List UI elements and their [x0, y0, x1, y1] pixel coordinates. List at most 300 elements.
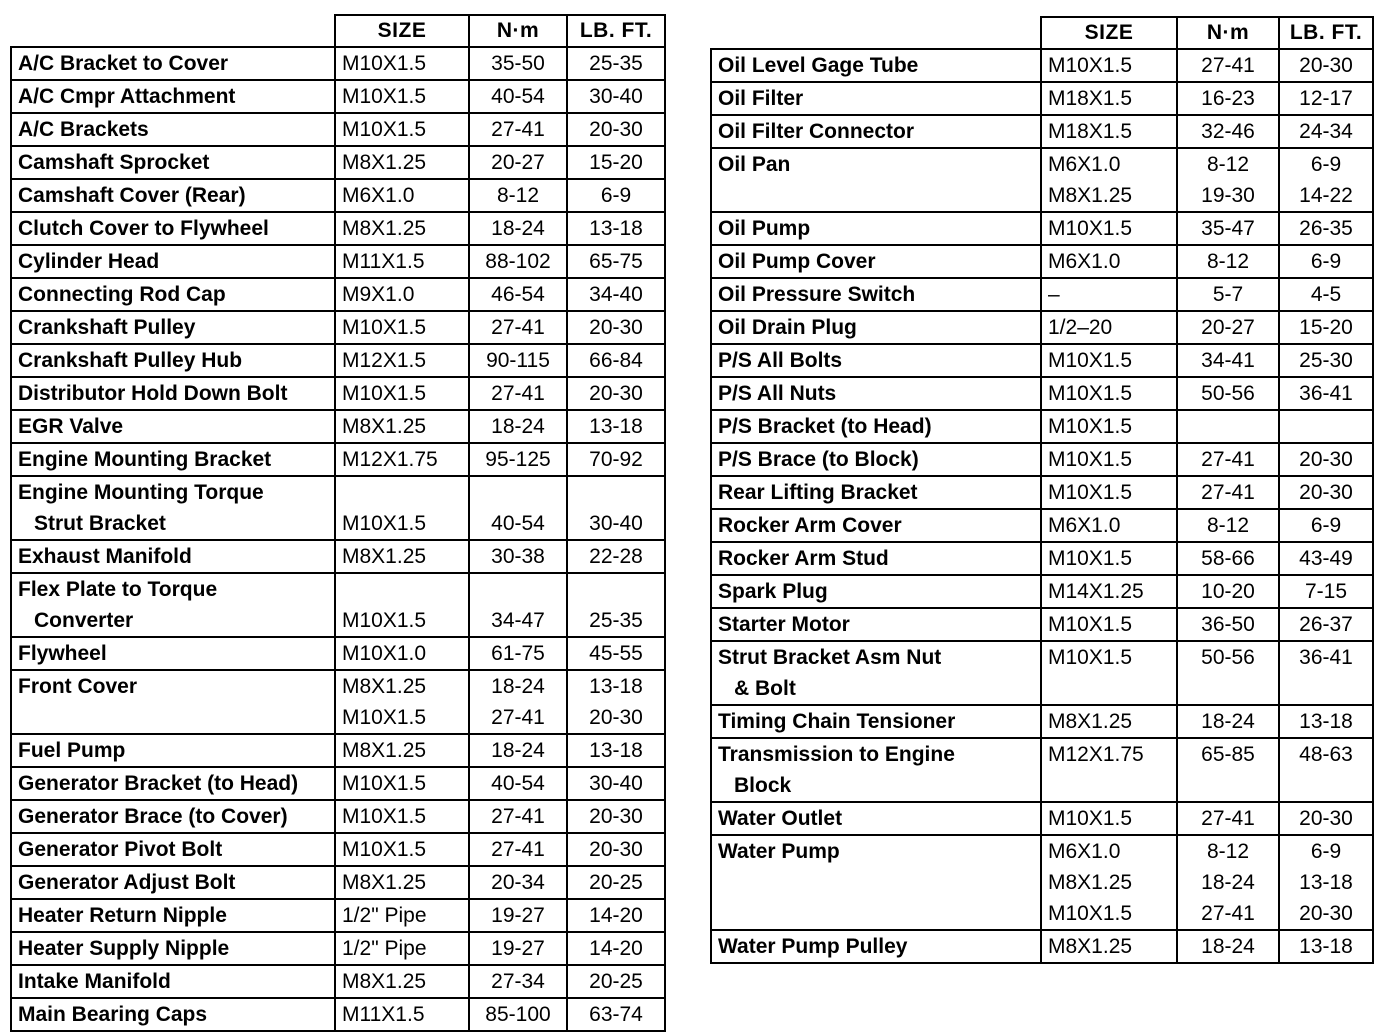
torque-nm-cell: [469, 998, 567, 1031]
table-row: [11, 311, 665, 344]
table-row: [11, 932, 665, 965]
torque-lbft-cell: [567, 932, 665, 965]
torque-nm: 27-41: [1201, 481, 1255, 504]
thread-size: 1/2–20: [1048, 316, 1113, 339]
torque-lbft: 4-5: [1310, 283, 1342, 306]
torque-lbft: 30-40: [589, 772, 643, 795]
table-row: [711, 930, 1373, 963]
torque-lbft: 13-18: [589, 415, 643, 438]
torque-lbft: 20-30: [589, 838, 643, 861]
torque-lbft-cell: [567, 734, 665, 767]
fastener-name-cell: [11, 245, 335, 278]
table-row: [11, 734, 665, 767]
torque-nm: 27-41: [491, 838, 545, 861]
torque-lbft: 12-17: [1299, 87, 1353, 110]
torque-lbft: 13-18: [1299, 710, 1353, 733]
torque-nm: 27-41: [491, 706, 545, 729]
fastener-name-cell: [711, 930, 1041, 963]
torque-lbft: 70-92: [589, 448, 643, 471]
torque-lbft: 26-37: [1299, 613, 1353, 636]
torque-lbft: 13-18: [1299, 935, 1353, 958]
thread-size: M8X1.25: [342, 871, 427, 894]
torque-lbft-cell: [567, 443, 665, 476]
torque-nm: 20-34: [491, 871, 545, 894]
torque-nm: 27-41: [1201, 807, 1255, 830]
table-row: [711, 542, 1373, 575]
torque-nm: 35-47: [1201, 217, 1255, 240]
thread-size: M10X1.5: [1048, 646, 1133, 669]
fastener-name: Strut Bracket: [34, 512, 166, 535]
torque-nm: 58-66: [1201, 547, 1255, 570]
fastener-name-cell: [711, 542, 1041, 575]
fastener-name-cell: [11, 47, 335, 80]
fastener-name-cell: [11, 637, 335, 670]
fastener-name: Transmission to Engine: [718, 743, 955, 766]
torque-nm-cell: [469, 734, 567, 767]
torque-nm-cell: [1177, 49, 1279, 82]
torque-nm: 18-24: [1201, 710, 1255, 733]
thread-size-cell: [1041, 278, 1177, 311]
torque-nm: 50-56: [1201, 646, 1255, 669]
thread-size: M8X1.25: [342, 415, 427, 438]
torque-lbft: 25-30: [1299, 349, 1353, 372]
torque-nm-cell: [469, 245, 567, 278]
fastener-name-cell: [11, 80, 335, 113]
torque-lbft-cell: [567, 767, 665, 800]
fastener-name-cell: [11, 573, 335, 637]
table-row: [11, 965, 665, 998]
torque-nm: 27-41: [1201, 902, 1255, 925]
torque-lbft: 6-9: [600, 184, 632, 207]
thread-size-cell: [335, 932, 469, 965]
torque-nm: 18-24: [491, 739, 545, 762]
fastener-name-cell: [711, 115, 1041, 148]
table-header-row: [11, 15, 665, 47]
thread-size-cell: [335, 899, 469, 932]
torque-nm: 40-54: [491, 85, 545, 108]
thread-size: [342, 574, 462, 605]
torque-nm: [1184, 411, 1272, 442]
fastener-name: Flex Plate to Torque: [18, 578, 218, 601]
thread-size: M12X1.75: [1048, 743, 1144, 766]
torque-lbft: 22-28: [589, 545, 643, 568]
thread-size-cell: [1041, 802, 1177, 835]
torque-nm: 27-41: [491, 382, 545, 405]
thread-size: M8X1.25: [342, 151, 427, 174]
torque-lbft: [1286, 411, 1366, 442]
torque-lbft-cell: [567, 410, 665, 443]
thread-size: M10X1.0: [342, 642, 427, 665]
thread-size: M10X1.5: [1048, 217, 1133, 240]
torque-lbft-cell: [1279, 82, 1373, 115]
torque-nm: 88-102: [485, 250, 551, 273]
table-row: [711, 835, 1373, 930]
header-blank-cell: [711, 17, 1041, 49]
fastener-name: Cylinder Head: [18, 250, 160, 273]
table-row: [11, 47, 665, 80]
torque-nm-cell: [469, 377, 567, 410]
torque-lbft-cell: [1279, 476, 1373, 509]
thread-size: M18X1.5: [1048, 120, 1133, 143]
thread-size: M8X1.25: [1048, 935, 1133, 958]
torque-nm-cell: [469, 833, 567, 866]
table-row: [711, 575, 1373, 608]
fastener-name: [718, 180, 1034, 211]
torque-lbft: 13-18: [1299, 871, 1353, 894]
thread-size: –: [1048, 283, 1060, 306]
torque-lbft-cell: [567, 866, 665, 899]
torque-lbft-cell: [1279, 212, 1373, 245]
fastener-name-cell: [11, 278, 335, 311]
torque-nm: 27-41: [491, 316, 545, 339]
thread-size-cell: [335, 637, 469, 670]
thread-size: M10X1.5: [1048, 902, 1133, 925]
torque-nm-cell: [469, 410, 567, 443]
torque-lbft-cell: [1279, 115, 1373, 148]
header-size: SIZE: [1041, 17, 1177, 49]
torque-nm: 18-24: [1201, 935, 1255, 958]
torque-lbft: [574, 477, 658, 508]
table-row: [711, 705, 1373, 738]
fastener-name-cell: [11, 767, 335, 800]
torque-lbft: 14-20: [589, 904, 643, 927]
torque-lbft-cell: [567, 965, 665, 998]
thread-size: M10X1.5: [1048, 807, 1133, 830]
torque-lbft-cell: [1279, 410, 1373, 443]
thread-size: M12X1.5: [342, 349, 427, 372]
thread-size-cell: [335, 245, 469, 278]
torque-lbft: 63-74: [589, 1003, 643, 1026]
table-row: [11, 113, 665, 146]
fastener-name-cell: [11, 212, 335, 245]
torque-lbft: 66-84: [589, 349, 643, 372]
torque-lbft-cell: [1279, 575, 1373, 608]
torque-nm: 8-12: [1206, 250, 1250, 273]
torque-nm-cell: [1177, 245, 1279, 278]
torque-nm-cell: [469, 80, 567, 113]
fastener-name-cell: [11, 311, 335, 344]
table-row: [711, 802, 1373, 835]
thread-size-cell: [1041, 410, 1177, 443]
torque-nm: [1184, 770, 1272, 801]
thread-size: M14X1.25: [1048, 580, 1144, 603]
fastener-name: Oil Filter Connector: [718, 120, 915, 143]
fastener-name: Oil Pump: [718, 217, 811, 240]
fastener-name: A/C Bracket to Cover: [18, 52, 229, 75]
table-row: [11, 278, 665, 311]
table-row: [11, 540, 665, 573]
thread-size: M8X1.25: [1048, 710, 1133, 733]
thread-size-cell: [335, 311, 469, 344]
torque-lbft-cell: [567, 113, 665, 146]
torque-lbft: 13-18: [589, 739, 643, 762]
table-row: [711, 410, 1373, 443]
thread-size: 1/2" Pipe: [342, 904, 427, 927]
thread-size: 1/2" Pipe: [342, 937, 427, 960]
table-row: [711, 212, 1373, 245]
table-row: [11, 573, 665, 637]
header-lbft: LB. FT.: [567, 15, 665, 47]
thread-size-cell: [335, 113, 469, 146]
table-row: [11, 866, 665, 899]
thread-size: M10X1.5: [1048, 382, 1133, 405]
torque-nm-cell: [1177, 212, 1279, 245]
torque-nm: 19-27: [491, 904, 545, 927]
torque-nm-cell: [469, 179, 567, 212]
thread-size: M8X1.25: [1048, 184, 1133, 207]
table-header-row: [711, 17, 1373, 49]
fastener-name: [18, 702, 328, 733]
torque-lbft: 26-35: [1299, 217, 1353, 240]
fastener-name: Strut Bracket Asm Nut: [718, 646, 942, 669]
fastener-name-cell: [711, 476, 1041, 509]
torque-nm: 27-41: [1201, 448, 1255, 471]
torque-lbft-cell: [567, 800, 665, 833]
thread-size: M10X1.5: [342, 52, 427, 75]
torque-nm-cell: [469, 800, 567, 833]
torque-nm-cell: [469, 311, 567, 344]
thread-size-cell: [1041, 509, 1177, 542]
torque-nm-cell: [1177, 930, 1279, 963]
fastener-name: A/C Cmpr Attachment: [18, 85, 236, 108]
torque-lbft: 6-9: [1310, 514, 1342, 537]
torque-nm-cell: [1177, 344, 1279, 377]
thread-size: M10X1.5: [342, 512, 427, 535]
torque-table-left: [10, 14, 666, 1032]
table-row: [11, 899, 665, 932]
thread-size-cell: [335, 734, 469, 767]
fastener-name-cell: [11, 670, 335, 734]
torque-nm-cell: [469, 113, 567, 146]
fastener-name-cell: [711, 212, 1041, 245]
table-row: [11, 476, 665, 540]
torque-lbft-cell: [1279, 278, 1373, 311]
torque-lbft: 20-25: [589, 871, 643, 894]
table-row: [11, 245, 665, 278]
torque-lbft-cell: [567, 377, 665, 410]
table-row: [711, 148, 1373, 212]
torque-lbft: 20-30: [589, 382, 643, 405]
torque-nm: 85-100: [485, 1003, 551, 1026]
fastener-name: P/S Bracket (to Head): [718, 415, 932, 438]
table-row: [11, 410, 665, 443]
thread-size-cell: [335, 212, 469, 245]
fastener-name: Intake Manifold: [18, 970, 171, 993]
fastener-name: Connecting Rod Cap: [18, 283, 226, 306]
thread-size: M11X1.5: [342, 250, 425, 273]
torque-lbft: 6-9: [1310, 840, 1342, 863]
thread-size: M12X1.75: [342, 448, 438, 471]
thread-size-cell: [1041, 443, 1177, 476]
fastener-name: P/S All Bolts: [718, 349, 843, 372]
torque-nm-cell: [1177, 705, 1279, 738]
thread-size-cell: [1041, 542, 1177, 575]
torque-nm-cell: [1177, 641, 1279, 705]
table-row: [11, 443, 665, 476]
torque-lbft-cell: [1279, 49, 1373, 82]
thread-size: M10X1.5: [342, 85, 427, 108]
fastener-name: EGR Valve: [18, 415, 124, 438]
torque-nm-cell: [469, 443, 567, 476]
thread-size: M8X1.25: [342, 217, 427, 240]
torque-nm: 10-20: [1201, 580, 1255, 603]
torque-nm: 90-115: [486, 349, 550, 372]
torque-lbft: 15-20: [589, 151, 643, 174]
torque-nm-cell: [469, 540, 567, 573]
torque-nm-cell: [1177, 608, 1279, 641]
thread-size-cell: [335, 670, 469, 734]
torque-lbft-cell: [1279, 542, 1373, 575]
torque-lbft: 48-63: [1299, 743, 1353, 766]
fastener-name: Flywheel: [18, 642, 107, 665]
thread-size-cell: [1041, 608, 1177, 641]
torque-lbft-cell: [567, 573, 665, 637]
torque-nm: 8-12: [496, 184, 540, 207]
fastener-name-cell: [11, 932, 335, 965]
torque-lbft: 25-35: [589, 609, 643, 632]
thread-size: M10X1.5: [1048, 481, 1133, 504]
torque-nm-cell: [1177, 115, 1279, 148]
torque-lbft-cell: [1279, 930, 1373, 963]
thread-size: M10X1.5: [342, 609, 427, 632]
table-row: [11, 998, 665, 1031]
table-row: [711, 49, 1373, 82]
fastener-name: Block: [734, 774, 792, 797]
fastener-name: Crankshaft Pulley: [18, 316, 196, 339]
thread-size-cell: [335, 377, 469, 410]
fastener-name-cell: [711, 608, 1041, 641]
torque-lbft: 45-55: [589, 642, 643, 665]
table-row: [11, 179, 665, 212]
fastener-name-cell: [11, 998, 335, 1031]
torque-nm-cell: [469, 866, 567, 899]
thread-size: M11X1.5: [342, 1003, 425, 1026]
torque-nm: 40-54: [491, 512, 545, 535]
torque-nm: 5-7: [1212, 283, 1244, 306]
thread-size: [1048, 673, 1170, 704]
thread-size: M8X1.25: [342, 675, 427, 698]
fastener-name: Water Pump Pulley: [718, 935, 908, 958]
fastener-name: Oil Drain Plug: [718, 316, 857, 339]
torque-nm-cell: [1177, 377, 1279, 410]
fastener-name: Crankshaft Pulley Hub: [18, 349, 243, 372]
torque-nm: 30-38: [491, 545, 545, 568]
fastener-name-cell: [711, 148, 1041, 212]
fastener-name-cell: [711, 705, 1041, 738]
fastener-name-cell: [11, 800, 335, 833]
fastener-name: Main Bearing Caps: [18, 1003, 208, 1026]
torque-lbft: [1286, 673, 1366, 704]
torque-nm: 19-27: [491, 937, 545, 960]
fastener-name: Water Pump: [718, 840, 840, 863]
torque-nm-cell: [469, 767, 567, 800]
torque-nm-cell: [469, 573, 567, 637]
thread-size-cell: [335, 179, 469, 212]
table-body-right: [711, 49, 1373, 963]
fastener-name: Generator Bracket (to Head): [18, 772, 299, 795]
thread-size: M10X1.5: [342, 706, 427, 729]
torque-lbft: 20-25: [589, 970, 643, 993]
table-row: [11, 833, 665, 866]
torque-lbft-cell: [567, 670, 665, 734]
thread-size-cell: [1041, 641, 1177, 705]
thread-size-cell: [335, 573, 469, 637]
fastener-name-cell: [11, 344, 335, 377]
fastener-name-cell: [11, 410, 335, 443]
thread-size: M6X1.0: [1048, 514, 1121, 537]
torque-nm: 20-27: [491, 151, 545, 174]
fastener-name: Engine Mounting Bracket: [18, 448, 272, 471]
thread-size-cell: [335, 767, 469, 800]
thread-size: M8X1.25: [342, 545, 427, 568]
table-row: [711, 278, 1373, 311]
fastener-name: Timing Chain Tensioner: [718, 710, 956, 733]
fastener-name: Rocker Arm Cover: [718, 514, 902, 537]
torque-lbft: 7-15: [1304, 580, 1348, 603]
thread-size: M8X1.25: [1048, 871, 1133, 894]
torque-nm: 40-54: [491, 772, 545, 795]
table-row: [11, 670, 665, 734]
torque-lbft: 20-30: [589, 706, 643, 729]
fastener-name-cell: [11, 866, 335, 899]
thread-size: M10X1.5: [1048, 448, 1133, 471]
fastener-name: Generator Brace (to Cover): [18, 805, 288, 828]
torque-nm: 27-34: [491, 970, 545, 993]
thread-size: M10X1.5: [342, 118, 427, 141]
fastener-name: Oil Level Gage Tube: [718, 54, 919, 77]
table-row: [11, 800, 665, 833]
fastener-name: A/C Brackets: [18, 118, 149, 141]
thread-size: M10X1.5: [1048, 547, 1133, 570]
fastener-name: Oil Pan: [718, 153, 791, 176]
torque-nm: 8-12: [1206, 840, 1250, 863]
table-body-left: [11, 47, 665, 1031]
thread-size-cell: [1041, 705, 1177, 738]
torque-lbft: 30-40: [589, 85, 643, 108]
torque-nm: 8-12: [1206, 514, 1250, 537]
torque-nm-cell: [1177, 575, 1279, 608]
thread-size-cell: [335, 80, 469, 113]
torque-nm-cell: [1177, 738, 1279, 802]
torque-lbft: 20-30: [1299, 54, 1353, 77]
table-row: [711, 443, 1373, 476]
torque-nm-cell: [1177, 542, 1279, 575]
thread-size-cell: [1041, 377, 1177, 410]
table-row: [11, 377, 665, 410]
torque-lbft-cell: [1279, 802, 1373, 835]
torque-nm: 95-125: [485, 448, 551, 471]
torque-lbft-cell: [567, 637, 665, 670]
thread-size: M10X1.5: [1048, 613, 1133, 636]
torque-nm-cell: [469, 278, 567, 311]
fastener-name: P/S Brace (to Block): [718, 448, 919, 471]
torque-nm-cell: [1177, 443, 1279, 476]
torque-lbft: 36-41: [1299, 646, 1353, 669]
torque-lbft: [574, 574, 658, 605]
torque-lbft-cell: [1279, 835, 1373, 930]
thread-size: M6X1.0: [342, 184, 415, 207]
table-row: [711, 311, 1373, 344]
thread-size-cell: [335, 540, 469, 573]
torque-lbft-cell: [567, 47, 665, 80]
fastener-name-cell: [711, 311, 1041, 344]
header-blank-cell: [11, 15, 335, 47]
fastener-name-cell: [711, 344, 1041, 377]
torque-lbft-cell: [1279, 148, 1373, 212]
thread-size-cell: [1041, 212, 1177, 245]
thread-size: M10X1.5: [342, 382, 427, 405]
thread-size-cell: [1041, 738, 1177, 802]
